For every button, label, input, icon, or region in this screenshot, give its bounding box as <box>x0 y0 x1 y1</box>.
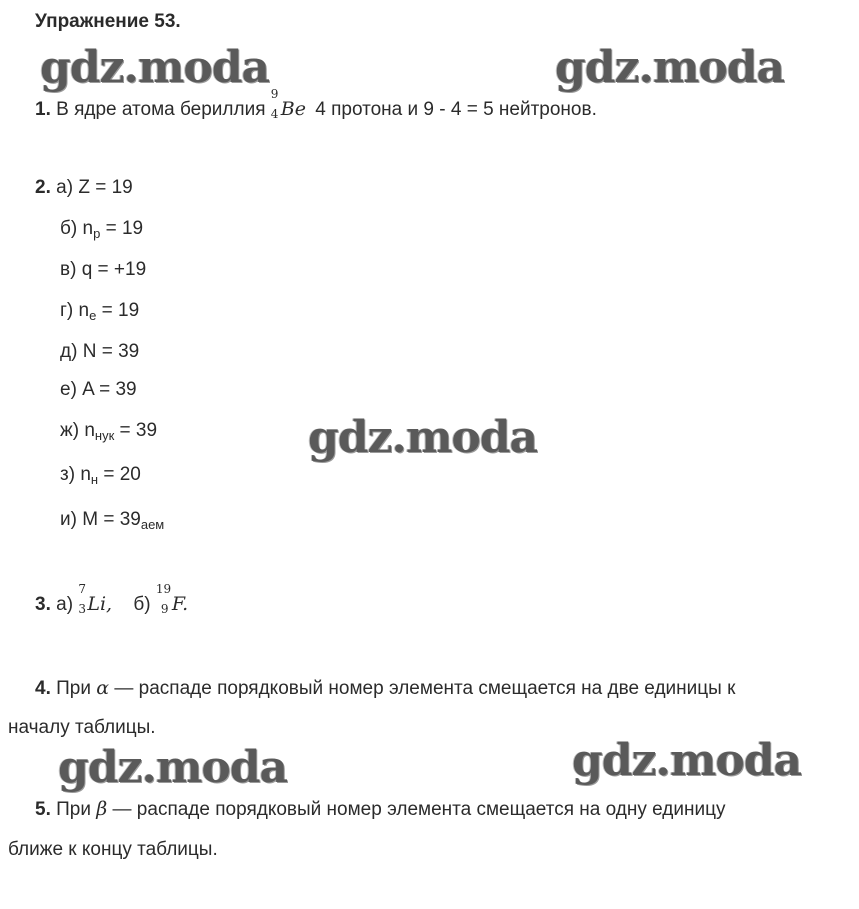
subscript: p <box>93 226 101 241</box>
answer-text: г) n <box>60 300 90 321</box>
isotope-symbol: F <box>171 593 183 615</box>
item-number: 2. <box>35 177 51 198</box>
answer-text: = 20 <box>98 464 141 485</box>
item-number: 1. <box>35 99 51 120</box>
item-number: 3. <box>35 594 51 615</box>
beta-symbol: β <box>96 798 108 820</box>
item-number: 5. <box>35 799 51 820</box>
answer-2b <box>60 217 143 241</box>
item-number: 4. <box>35 678 51 699</box>
answer-5-line1 <box>35 797 725 822</box>
answer-2v: в) q = +19 <box>60 259 147 280</box>
watermark: gdz.moda <box>40 42 270 93</box>
isotope-li <box>78 582 113 616</box>
answer-2a <box>35 176 133 200</box>
watermark: gdz.moda <box>308 412 538 463</box>
isotope-number: 4 <box>270 107 279 121</box>
answer-text: В ядре атома бериллия <box>56 99 266 120</box>
watermark: gdz.moda <box>572 735 802 786</box>
watermark: gdz.moda <box>555 42 785 93</box>
answer-3 <box>35 582 189 617</box>
subscript: аем <box>140 517 165 532</box>
subscript: e <box>89 308 97 323</box>
answer-text: При <box>56 678 91 699</box>
alpha-symbol: α <box>96 677 110 699</box>
answer-text: — распаде порядковый номер элемента смещается на одну единицу <box>112 799 726 820</box>
answer-1 <box>35 87 597 122</box>
exercise-title: Упражнение 53. <box>35 11 181 32</box>
answer-4-line1 <box>35 676 735 701</box>
isotope-f <box>155 582 189 616</box>
punctuation: , <box>106 593 113 615</box>
subscript: н <box>90 472 99 487</box>
isotope-mass: 7 <box>78 582 86 596</box>
watermark: gdz.moda <box>58 742 288 793</box>
answer-text: и) M = 39 <box>60 509 141 530</box>
answer-2zh <box>60 419 157 443</box>
answer-text: 4 протона и 9 - 4 = 5 нейтронов. <box>315 99 597 120</box>
isotope-number: 9 <box>160 602 169 616</box>
answer-label: б) <box>133 594 151 615</box>
answer-text: = 39 <box>114 420 158 441</box>
answer-text: — распаде порядковый номер элемента смещается на две единицы к <box>114 678 736 699</box>
answer-4-line2: началу таблицы. <box>8 717 156 738</box>
answer-2e: е) A = 39 <box>60 379 137 400</box>
punctuation: . <box>182 593 189 615</box>
answer-label: а) <box>56 594 74 615</box>
answer-text: = 19 <box>96 300 140 321</box>
answer-5-line2: ближе к концу таблицы. <box>8 839 218 860</box>
answer-text: з) n <box>60 464 91 485</box>
subscript: нук <box>94 428 115 443</box>
isotope-mass: 9 <box>270 87 279 101</box>
answer-text: = 19 <box>100 218 144 239</box>
isotope-number: 3 <box>78 602 86 616</box>
answer-text: а) Z = 19 <box>56 177 133 198</box>
answer-text: б) n <box>60 218 94 239</box>
answer-text: ж) n <box>60 420 95 441</box>
answer-text: При <box>56 799 91 820</box>
answer-2i <box>60 508 164 532</box>
isotope-be <box>270 87 306 121</box>
isotope-mass: 19 <box>155 582 172 596</box>
answer-2z <box>60 463 141 487</box>
answer-2g <box>60 299 139 323</box>
answer-2d: д) N = 39 <box>60 341 140 362</box>
isotope-symbol: Be <box>280 98 306 120</box>
isotope-symbol: Li <box>87 593 107 615</box>
